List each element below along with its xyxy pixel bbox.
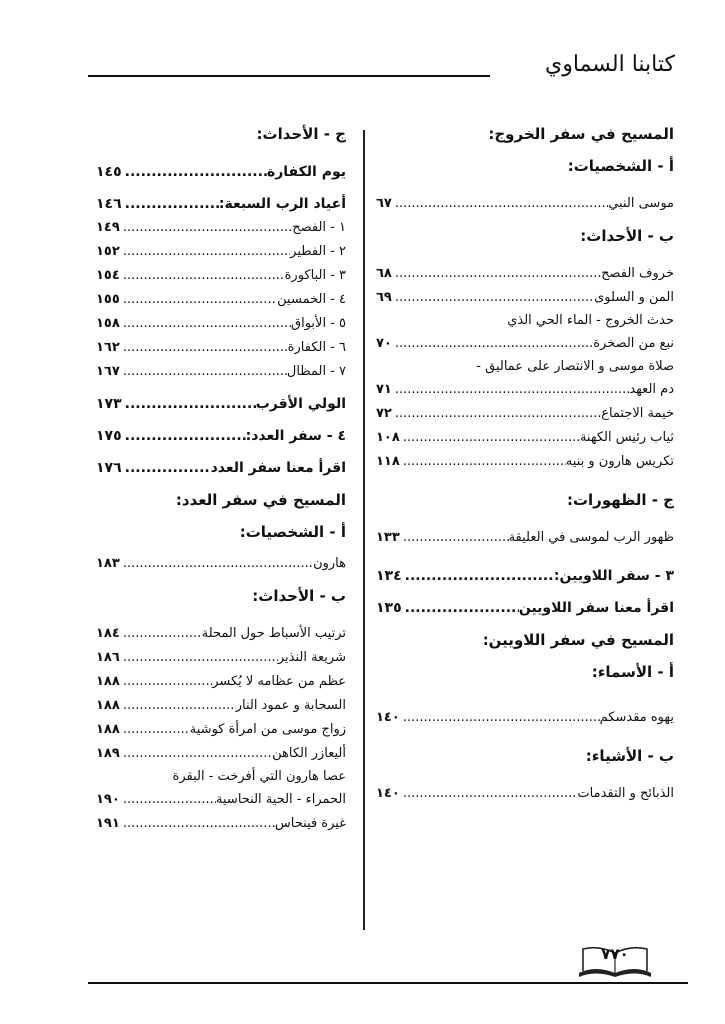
toc-entry: تكريس هارون و بنيه ..... ١١٨ <box>376 450 674 474</box>
toc-entry: موسى النبي ..... ٦٧ <box>376 192 674 216</box>
toc-entry: اقرأ معنا سفر العدد ..... ١٧٦ <box>96 456 346 480</box>
toc-entry: ٥ - الأبواق ..... ١٥٨ <box>96 312 346 336</box>
toc-entry: عظم من عظامه لا يُكسر ..... ١٨٨ <box>96 670 346 694</box>
events-heading: ب - الأحداث: <box>252 587 346 605</box>
toc-entry: اقرأ معنا سفر اللاويين ..... ١٣٥ <box>376 596 674 620</box>
toc-entry: شريعة النذير ..... ١٨٦ <box>96 646 346 670</box>
things-heading: ب - الأشياء: <box>585 747 674 765</box>
toc-entry: أعياد الرب السبعة: ..... ١٤٦ <box>96 192 346 216</box>
book-heading-leviticus: ٣ - سفر اللاويين: ..... ١٣٤ <box>376 564 674 588</box>
toc-entry: خيمة الاجتماع ..... ٧٢ <box>376 402 674 426</box>
footer-rule <box>88 982 688 984</box>
page-number: ٧٧٠ <box>601 945 629 963</box>
section-title: المسيح في سفر العدد: <box>175 491 346 509</box>
column-divider <box>363 130 365 930</box>
toc-entry: خروف الفصح ..... ٦٨ <box>376 262 674 286</box>
toc-entry: الولي الأقرب ..... ١٧٣ <box>96 392 346 416</box>
toc-entry-line: صلاة موسى و الانتصار على عماليق - <box>476 359 674 374</box>
toc-entry: ترتيب الأسباط حول المحلة ..... ١٨٤ <box>96 622 346 646</box>
persons-heading: أ - الشخصيات: <box>567 157 674 175</box>
header-rule <box>88 75 490 77</box>
toc-entry: هارون ..... ١٨٣ <box>96 552 346 576</box>
names-heading: أ - الأسماء: <box>591 663 674 681</box>
toc-entry-line: حدث الخروج - الماء الحي الذي <box>507 313 674 328</box>
running-header-title: كتابنا السماوي <box>545 52 675 77</box>
toc-entry: ٣ - الباكورة ..... ١٥٤ <box>96 264 346 288</box>
toc-entry: يهوه مقدسكم ..... ١٤٠ <box>376 706 674 730</box>
toc-entry: المن و السلوى ..... ٦٩ <box>376 286 674 310</box>
book-heading-numbers: ٤ - سفر العدد: ..... ١٧٥ <box>96 424 346 448</box>
toc-entry: ظهور الرب لموسى في العليقة ..... ١٣٣ <box>376 526 674 550</box>
toc-entry: يوم الكفارة ..... ١٤٥ <box>96 160 346 184</box>
toc-entry: غيرة فينحاس ..... ١٩١ <box>96 812 346 836</box>
appearances-heading: ج - الظهورات: <box>566 491 674 509</box>
toc-entry: ١ - الفصح ..... ١٤٩ <box>96 216 346 240</box>
section-title: المسيح في سفر الخروج: <box>488 125 674 143</box>
toc-entry-line: عصا هارون التي أفرخت - البقرة <box>172 769 346 784</box>
toc-entry: دم العهد ..... ٧١ <box>376 378 674 402</box>
toc-entry: ٢ - الفطير ..... ١٥٢ <box>96 240 346 264</box>
toc-entry: الذبائح و التقدمات ..... ١٤٠ <box>376 782 674 806</box>
section-title: المسيح في سفر اللاويين: <box>482 631 674 649</box>
right-column <box>376 122 674 806</box>
toc-entry: ٤ - الخمسين ..... ١٥٥ <box>96 288 346 312</box>
toc-entry: زواج موسى من امرأة كوشية ..... ١٨٨ <box>96 718 346 742</box>
events-heading: ب - الأحداث: <box>580 227 674 245</box>
toc-entry: السحابة و عمود النار ..... ١٨٨ <box>96 694 346 718</box>
left-column <box>96 122 346 836</box>
toc-entry: ثياب رئيس الكهنة ..... ١٠٨ <box>376 426 674 450</box>
toc-entry: أليعازر الكاهن ..... ١٨٩ <box>96 742 346 766</box>
persons-heading: أ - الشخصيات: <box>239 523 346 541</box>
events-heading: ج - الأحداث: <box>256 125 346 143</box>
toc-entry: الحمراء - الحية النحاسية ..... ١٩٠ <box>96 788 346 812</box>
toc-entry: ٦ - الكفارة ..... ١٦٢ <box>96 336 346 360</box>
toc-entry: نبع من الصخرة ..... ٧٠ <box>376 332 674 356</box>
toc-entry: ٧ - المظال ..... ١٦٧ <box>96 360 346 384</box>
